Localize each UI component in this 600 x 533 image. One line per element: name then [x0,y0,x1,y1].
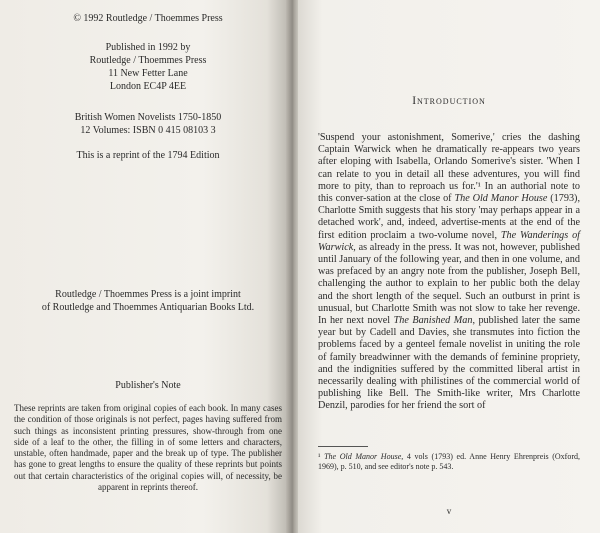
publisher-line: Published in 1992 by [105,42,191,53]
footnote-rule [318,446,368,447]
page-number: v [446,506,452,516]
chapter-heading: Introduction [412,95,486,107]
left-page [0,0,290,533]
footnote-italic-run: The Old Manor House [324,452,402,461]
introduction-paragraph [318,132,580,413]
footnote-run: ¹ [318,452,325,461]
publisher-line: Routledge / Thoemmes Press [89,55,207,66]
footnote [318,452,580,472]
footnote-run: , 4 vols (1793) ed. Anne Henry Ehrenpreis (Oxford, 1969), p. 510, and see editor's note p. 543. [318,452,581,471]
publishers-note-heading: Publisher's Note [115,380,181,391]
publisher-line: 11 New Fetter Lane [108,68,188,79]
paragraph-run: (1793), Charlotte Smith suggests that his story 'may perhaps appear in a detached work', and, indeed, advertise-ments at the end of the first edition proclaim a two-volume novel, [318,193,580,241]
paragraph-italic-run: The Banished Man [393,315,473,327]
copyright-line: © 1992 Routledge / Thoemmes Press [73,13,223,24]
paragraph-run: , as already in the press. It was not, however, published until January of the following year, and then in one volume, and was prefaced by an angry note from the publisher, Joseph Bell, challenging the author to explain to her public both the delay and the short length of the sequel. Such an outburst in print is unusual, but Charlotte Smith was not slow to take her revenge. In her next novel [318,241,580,327]
series-line: 12 Volumes: ISBN 0 415 08103 3 [80,125,216,136]
publisher-block [14,41,282,93]
paragraph-italic-run: The Old Manor House [454,193,548,205]
paragraph-run: , published later the same year but by Cadell and Davies, she transmutes into fiction the problems faced by a genteel female novelist in uniting the role of family breadwinner with the demands of feminine propriety, and the indignities suffered by the committed liberal artist in necessarily dealing with philistines of the commercial world of publishing like Bell. The Smith-like writer, Mrs Charlotte Denzil, parodies for her friend the sort of [318,315,580,412]
imprint-line: Routledge / Thoemmes Press is a joint imprint [55,289,241,300]
reprint-note: This is a reprint of the 1794 Edition [76,150,220,161]
publishers-note-body: These reprints are taken from original copies of each book. In many cases the condition of those originals is not perfect, pages having suffered from such things as inconsistent printing pressures, show-through from one side of a leaf to the other, the filling in of some letters and characters, unstable, often handmade, paper and the break up of type. The publisher has gone to great lengths to ensure the quality of these reprints but points out that certain characteristics of the original copies will, of necessity, be apparent in reprints thereof. [14,403,282,493]
paragraph-italic-run: The Wanderings of Warwick [318,229,580,253]
series-block [14,111,282,137]
imprint-line: of Routledge and Thoemmes Antiquarian Books Ltd. [41,302,255,313]
publisher-line: London EC4P 4EE [109,81,187,92]
imprint-block [14,288,282,314]
paragraph-run: 'Suspend your astonishment, Somerive,' cries the dashing Captain Warwick when he dramatically re-appears two years after eloping with Isabella, Orlando Somerive's sister. 'When I can relate to you in detail all these adventures, you will find more to pity, than to reproach us for.'¹ In an authorial note to this conver-sation at the close of [318,132,580,205]
series-line: British Women Novelists 1750-1850 [74,112,222,123]
right-page [298,0,600,533]
